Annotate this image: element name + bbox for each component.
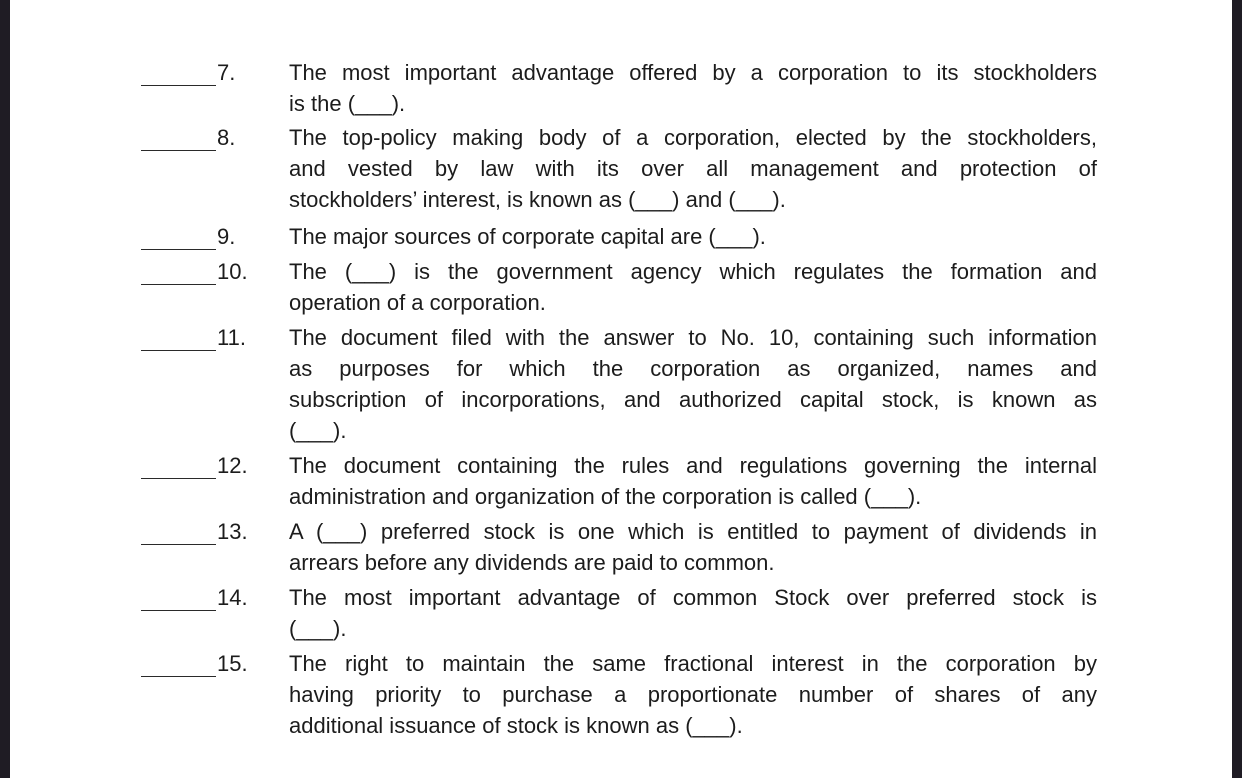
question-number: 12. (217, 453, 248, 478)
answer-blank-11[interactable] (141, 350, 216, 351)
question-text-line: as purposes for which the corporation as organized, names and (289, 356, 1097, 381)
question-text (289, 322, 1097, 446)
question-text-line: arrears before any dividends are paid to common. (289, 550, 775, 575)
question-number: 11. (217, 325, 246, 350)
answer-blank-12[interactable] (141, 478, 216, 479)
question-text-line: additional issuance of stock is known as (___). (289, 713, 743, 738)
question-text-line: The document containing the rules and regulations governing the internal (289, 453, 1097, 478)
question-text (289, 256, 1097, 318)
question-number: 9. (217, 224, 236, 249)
question-text-line: A (___) preferred stock is one which is entitled to payment of dividends in (289, 519, 1097, 544)
answer-blank-8[interactable] (141, 150, 216, 151)
question-number: 14. (217, 585, 248, 610)
question-number: 15. (217, 651, 248, 676)
question-text-line: subscription of incorporations, and authorized capital stock, is known as (289, 387, 1097, 412)
answer-blank-7[interactable] (141, 85, 216, 86)
answer-blank-14[interactable] (141, 610, 216, 611)
question-text-line: (___). (289, 418, 347, 443)
question-text (289, 57, 1097, 119)
question-text-line: The top-policy making body of a corporation, elected by the stockholders, (289, 125, 1097, 150)
question-text-line: having priority to purchase a proportionate number of shares of any (289, 682, 1097, 707)
question-text-line: The (___) is the government agency which regulates the formation and (289, 259, 1097, 284)
answer-blank-9[interactable] (141, 249, 216, 250)
question-text-line: The most important advantage of common Stock over preferred stock is (289, 585, 1097, 610)
question-number: 13. (217, 519, 248, 544)
answer-blank-13[interactable] (141, 544, 216, 545)
question-text-line: The most important advantage offered by a corporation to its stockholders (289, 60, 1097, 85)
question-text (289, 450, 1097, 512)
answer-blank-10[interactable] (141, 284, 216, 285)
answer-blank-15[interactable] (141, 676, 216, 677)
question-text-line: operation of a corporation. (289, 290, 546, 315)
document-page (10, 0, 1232, 778)
question-number: 7. (217, 60, 236, 85)
question-text-line: (___). (289, 616, 347, 641)
question-text-line: The right to maintain the same fractional interest in the corporation by (289, 651, 1097, 676)
question-text (289, 516, 1097, 578)
question-number: 8. (217, 125, 236, 150)
question-text-line: The major sources of corporate capital are (___). (289, 224, 766, 249)
question-text-line: stockholders’ interest, is known as (___) and (___). (289, 187, 786, 212)
question-text (289, 221, 1097, 252)
question-text-line: administration and organization of the corporation is called (___). (289, 484, 922, 509)
question-number: 10. (217, 259, 248, 284)
question-text-line: The document filed with the answer to No. 10, containing such information (289, 325, 1097, 350)
question-text (289, 648, 1097, 741)
question-text-line: and vested by law with its over all management and protection of (289, 156, 1097, 181)
question-text-line: is the (___). (289, 91, 406, 116)
question-text (289, 122, 1097, 215)
question-text (289, 582, 1097, 644)
